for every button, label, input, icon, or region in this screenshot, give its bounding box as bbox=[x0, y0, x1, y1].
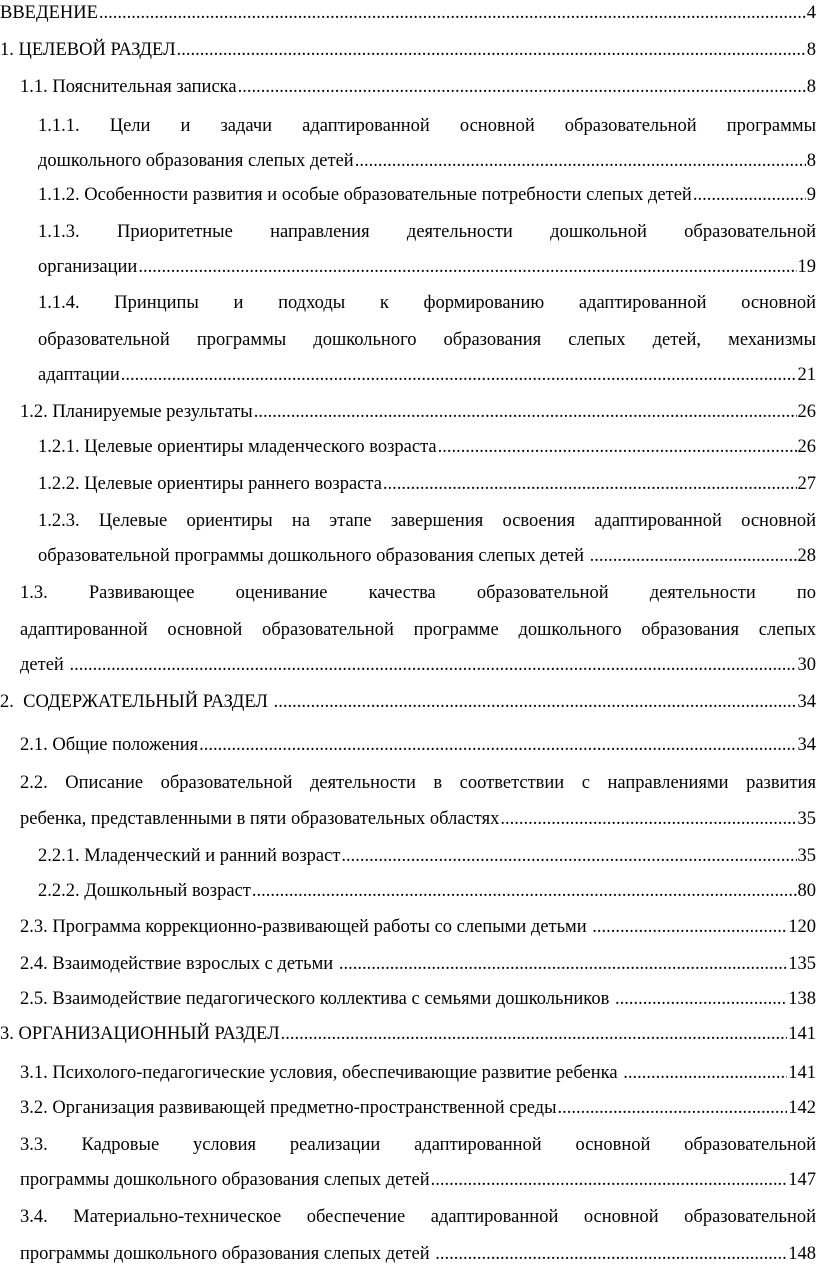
dot-leader bbox=[592, 914, 787, 940]
toc-line bbox=[38, 254, 816, 280]
toc-entry-title: 1.1.2. Особенности развития и особые образовательные потребности слепых детей bbox=[38, 185, 692, 205]
dot-leader bbox=[438, 434, 797, 460]
toc-page-number: 9 bbox=[806, 185, 816, 205]
toc-line bbox=[38, 878, 816, 904]
toc-entry-title: 1.1.1. Цели и задачи адаптированной основной образовательной программы bbox=[38, 116, 816, 136]
toc-page-number: 120 bbox=[788, 917, 816, 937]
toc-line bbox=[20, 617, 816, 643]
toc-entry-title: детей bbox=[20, 655, 69, 675]
toc-line bbox=[0, 37, 816, 63]
toc-line bbox=[0, 689, 816, 715]
toc-page-number: 28 bbox=[797, 546, 816, 566]
toc-entry-title: 3.2. Организация развивающей предметно-пространственной среды bbox=[20, 1098, 557, 1118]
dot-leader bbox=[435, 1241, 787, 1267]
toc-page-number: 34 bbox=[797, 692, 816, 712]
toc-line bbox=[38, 182, 816, 208]
toc-line bbox=[20, 399, 816, 425]
dot-leader bbox=[99, 0, 806, 26]
toc-line bbox=[20, 652, 816, 678]
toc-entry-title: 2.2.2. Дошкольный возраст bbox=[38, 881, 251, 901]
toc-page-number: 80 bbox=[797, 881, 816, 901]
dot-leader bbox=[177, 37, 806, 63]
dot-leader bbox=[238, 74, 806, 100]
toc-entry-title: 3. ОРГАНИЗАЦИОННЫЙ РАЗДЕЛ bbox=[0, 1024, 280, 1044]
toc-line bbox=[20, 1241, 816, 1267]
toc-page-number: 35 bbox=[797, 846, 816, 866]
toc-line bbox=[20, 732, 816, 758]
toc-page-number: 4 bbox=[806, 3, 816, 23]
toc-entry-title: программы дошкольного образования слепых детей bbox=[20, 1170, 430, 1190]
toc-line bbox=[0, 1021, 816, 1047]
toc-entry-title: дошкольного образования слепых детей bbox=[38, 151, 354, 171]
toc-entry-title: организации bbox=[38, 257, 138, 277]
dot-leader bbox=[281, 1021, 788, 1047]
toc-line bbox=[38, 113, 816, 139]
toc-entry-title: 3.4. Материально-техническое обеспечение адаптированной основной образовательной bbox=[20, 1207, 816, 1227]
dot-leader bbox=[590, 543, 797, 569]
toc-line bbox=[38, 327, 816, 353]
toc-line bbox=[0, 0, 816, 26]
dot-leader bbox=[138, 254, 796, 280]
toc-page-number: 135 bbox=[788, 954, 816, 974]
dot-leader bbox=[558, 1095, 788, 1121]
toc-page-number: 19 bbox=[797, 257, 816, 277]
toc-page-number: 141 bbox=[788, 1063, 816, 1083]
toc-page-number: 34 bbox=[797, 735, 816, 755]
toc-page-number: 8 bbox=[806, 77, 816, 97]
toc-page-number: 142 bbox=[788, 1098, 816, 1118]
toc-line bbox=[20, 1167, 816, 1193]
dot-leader bbox=[341, 843, 796, 869]
toc-entry-title: 1. ЦЕЛЕВОЙ РАЗДЕЛ bbox=[0, 40, 176, 60]
toc-entry-title: 2. СОДЕРЖАТЕЛЬНЫЙ РАЗДЕЛ bbox=[0, 692, 273, 712]
toc-entry-title: ВВЕДЕНИЕ bbox=[0, 3, 98, 23]
toc-line bbox=[38, 219, 816, 245]
toc-line bbox=[20, 74, 816, 100]
toc-entry-title: 1.2.2. Целевые ориентиры раннего возраста bbox=[38, 474, 382, 494]
dot-leader bbox=[252, 878, 797, 904]
dot-leader bbox=[355, 148, 806, 174]
toc-page-number: 21 bbox=[797, 365, 816, 385]
dot-leader bbox=[693, 182, 806, 208]
toc-entry-title: 1.1. Пояснительная записка bbox=[20, 77, 237, 97]
toc-entry-title: 1.1.4. Принципы и подходы к формированию адаптированной основной bbox=[38, 293, 816, 313]
dot-leader bbox=[500, 806, 796, 832]
toc-entry-title: адаптированной основной образовательной программе дошкольного образования слепых bbox=[20, 620, 816, 640]
toc-page-number: 8 bbox=[806, 151, 816, 171]
toc-line bbox=[20, 770, 816, 796]
toc-entry-title: 1.2.1. Целевые ориентиры младенческого возраста bbox=[38, 437, 437, 457]
dot-leader bbox=[121, 362, 797, 388]
toc-line bbox=[38, 290, 816, 316]
toc-entry-title: 2.1. Общие положения bbox=[20, 735, 199, 755]
toc-page-number: 27 bbox=[797, 474, 816, 494]
toc-entry-title: программы дошкольного образования слепых детей bbox=[20, 1244, 435, 1264]
toc-line bbox=[38, 434, 816, 460]
toc-page-number: 138 bbox=[788, 989, 816, 1009]
toc-line bbox=[20, 1095, 816, 1121]
toc-entry-title: 2.4. Взаимодействие взрослых с детьми bbox=[20, 954, 338, 974]
toc-page-number: 35 bbox=[797, 809, 816, 829]
toc-page-number: 147 bbox=[788, 1170, 816, 1190]
toc-page-number: 8 bbox=[806, 40, 816, 60]
toc-line bbox=[20, 1204, 816, 1230]
toc-line bbox=[20, 806, 816, 832]
toc-line bbox=[20, 1132, 816, 1158]
dot-leader bbox=[254, 399, 797, 425]
toc-line bbox=[20, 1060, 816, 1086]
toc-entry-title: адаптации bbox=[38, 365, 120, 385]
toc-page-number: 141 bbox=[788, 1024, 816, 1044]
toc-page-number: 26 bbox=[797, 437, 816, 457]
dot-leader bbox=[615, 986, 787, 1012]
toc-line bbox=[38, 508, 816, 534]
dot-leader bbox=[339, 951, 787, 977]
toc-line bbox=[20, 951, 816, 977]
toc-line bbox=[20, 986, 816, 1012]
toc-entry-title: 2.3. Программа коррекционно-развивающей работы со слепыми детьми bbox=[20, 917, 592, 937]
toc-entry-title: 1.2.3. Целевые ориентиры на этапе завершения освоения адаптированной основной bbox=[38, 511, 816, 531]
toc-entry-title: ребенка, представленными в пяти образовательных областях bbox=[20, 809, 500, 829]
toc-entry-title: 1.3. Развивающее оценивание качества образовательной деятельности по bbox=[20, 583, 816, 603]
toc-entry-title: 2.2.1. Младенческий и ранний возраст bbox=[38, 846, 341, 866]
dot-leader bbox=[623, 1060, 787, 1086]
toc-line bbox=[20, 580, 816, 606]
toc-entry-title: 3.3. Кадровые условия реализации адаптированной основной образовательной bbox=[20, 1135, 816, 1155]
toc-entry-title: 3.1. Психолого-педагогические условия, обеспечивающие развитие ребенка bbox=[20, 1063, 623, 1083]
toc-entry-title: 1.2. Планируемые результаты bbox=[20, 402, 253, 422]
toc-entry-title: образовательной программы дошкольного образования слепых детей bbox=[38, 546, 589, 566]
toc-page-number: 26 bbox=[797, 402, 816, 422]
dot-leader bbox=[69, 652, 796, 678]
dot-leader bbox=[199, 732, 796, 758]
dot-leader bbox=[431, 1167, 788, 1193]
dot-leader bbox=[274, 689, 797, 715]
toc-line bbox=[38, 543, 816, 569]
toc-entry-title: 2.2. Описание образовательной деятельности в соответствии с направлениями развития bbox=[20, 773, 816, 793]
dot-leader bbox=[383, 471, 797, 497]
toc-line bbox=[38, 148, 816, 174]
toc-entry-title: 2.5. Взаимодействие педагогического коллектива с семьями дошкольников bbox=[20, 989, 614, 1009]
toc-line bbox=[38, 471, 816, 497]
toc-line bbox=[38, 843, 816, 869]
toc-line bbox=[20, 914, 816, 940]
toc-page-number: 30 bbox=[797, 655, 816, 675]
toc-line bbox=[38, 362, 816, 388]
toc-entry-title: 1.1.3. Приоритетные направления деятельности дошкольной образовательной bbox=[38, 222, 816, 242]
toc-entry-title: образовательной программы дошкольного образования слепых детей, механизмы bbox=[38, 330, 816, 350]
toc-page-number: 148 bbox=[788, 1244, 816, 1264]
